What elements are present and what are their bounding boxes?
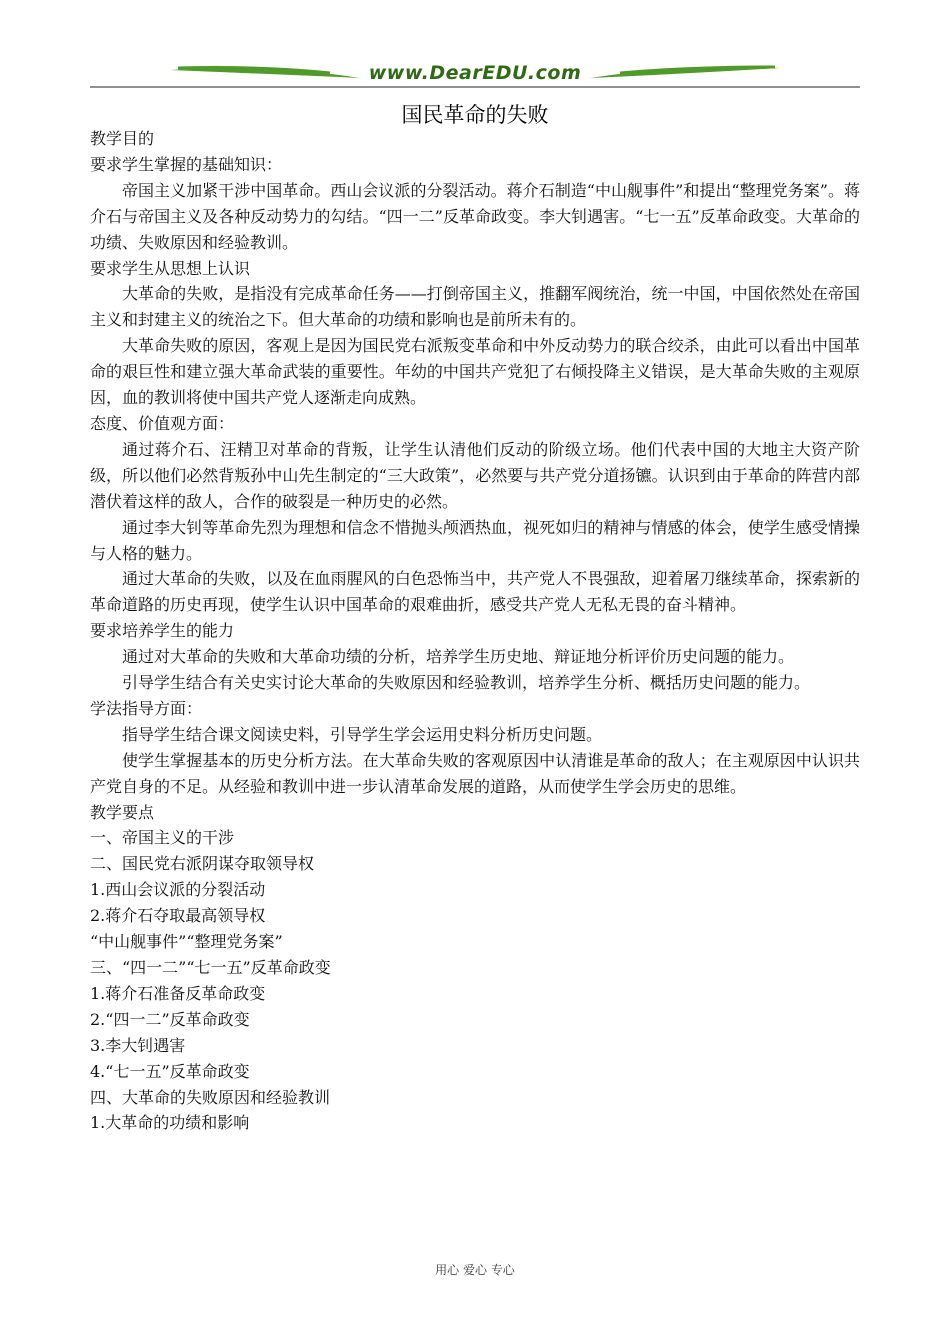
section-line: 要求学生掌握的基础知识： (90, 154, 283, 174)
body-paragraph: 通过大革命的失败，以及在血雨腥风的白色恐怖当中，共产党人不畏强敌，迎着屠刀继续革命，探索新的革命道路的历史再现，使学生认识中国革命的艰难曲折，感受共产党人无私无畏的奋斗精神。 (90, 569, 860, 615)
section-line: 2.“四一二”反革命政变 (90, 1009, 250, 1029)
page-header (90, 58, 860, 90)
body-paragraph: 引导学生结合有关史实讨论大革命的失败原因和经验教训，培养学生分析、概括历史问题的能力。 (122, 673, 811, 693)
body-paragraph: 通过李大钊等革命先烈为理想和信念不惜抛头颅洒热血，视死如归的精神与情感的体会，使学生感受情操与人格的魅力。 (90, 517, 860, 563)
body-paragraph: 指导学生结合课文阅读史料，引导学生学会运用史料分析历史问题。 (122, 724, 603, 744)
section-line: 四、大革命的失败原因和经验教训 (90, 1087, 331, 1107)
section-line: 1.西山会议派的分裂活动 (90, 880, 266, 900)
section-line: 要求学生从思想上认识 (90, 258, 251, 278)
site-logo-text: www.DearEDU.com (368, 62, 582, 84)
section-line: 要求培养学生的能力 (90, 621, 235, 641)
section-line: 二、国民党右派阴谋夺取领导权 (90, 854, 315, 874)
body-paragraph: 大革命失败的原因，客观上是因为国民党右派叛变革命和中外反动势力的联合绞杀，由此可以看出中国革命的艰巨性和建立强大革命武装的重要性。年幼的中国共产党犯了右倾投降主义错误，是大革命失败的主观原因，血的教训将使中国共产党人逐渐走向成熟。 (90, 336, 860, 408)
body-paragraph: 大革命的失败，是指没有完成革命任务——打倒帝国主义，推翻军阀统治，统一中国，中国依然处在帝国主义和封建主义的统治之下。但大革命的功绩和影响也是前所未有的。 (90, 284, 860, 330)
section-line: “中山舰事件”“整理党务案” (90, 932, 283, 952)
section-line: 1.蒋介石准备反革命政变 (90, 983, 266, 1003)
section-line: 教学要点 (90, 802, 155, 822)
section-line: 教学目的 (90, 129, 155, 148)
document-title: 国民革命的失败 (401, 103, 549, 127)
section-line: 一、帝国主义的干涉 (90, 828, 235, 848)
section-line: 态度、价值观方面： (90, 413, 235, 433)
section-line: 学法指导方面： (90, 698, 203, 718)
section-line: 三、“四一二”“七一五”反革命政变 (90, 958, 331, 977)
section-line: 2.蒋介石夺取最高领导权 (90, 906, 266, 926)
section-line: 4.“七一五”反革命政变 (90, 1061, 250, 1081)
body-paragraph: 通过对大革命的失败和大革命功绩的分析，培养学生历史地、辩证地分析评价历史问题的能力。 (122, 647, 795, 667)
body-paragraph: 使学生掌握基本的历史分析方法。在大革命失败的客观原因中认清谁是革命的敌人；在主观原因中认识共产党自身的不足。从经验和教训中进一步认清革命发展的道路，从而使学生学会历史的思维。 (90, 750, 860, 796)
section-line: 3.李大钊遇害 (90, 1035, 186, 1055)
section-line: 1.大革命的功绩和影响 (90, 1113, 250, 1133)
document-body (90, 126, 860, 1136)
page-footer: 用心 爱心 专心 (435, 1263, 515, 1277)
body-paragraph: 帝国主义加紧干涉中国革命。西山会议派的分裂活动。蒋介石制造“中山舰事件”和提出“整理党务案”。蒋介石与帝国主义及各种反动势力的勾结。“四一二”反革命政变。李大钊遇害。“七一五”反革命政变。大革命的功绩、失败原因和经验教训。 (90, 180, 860, 252)
body-paragraph: 通过蒋介石、汪精卫对革命的背叛，让学生认清他们反动的阶级立场。他们代表中国的大地主大资产阶级，所以他们必然背叛孙中山先生制定的“三大政策”，必然要与共产党分道扬镳。认识到由于革命的阵营内部潜伏着这样的敌人，合作的破裂是一种历史的必然。 (90, 439, 860, 511)
